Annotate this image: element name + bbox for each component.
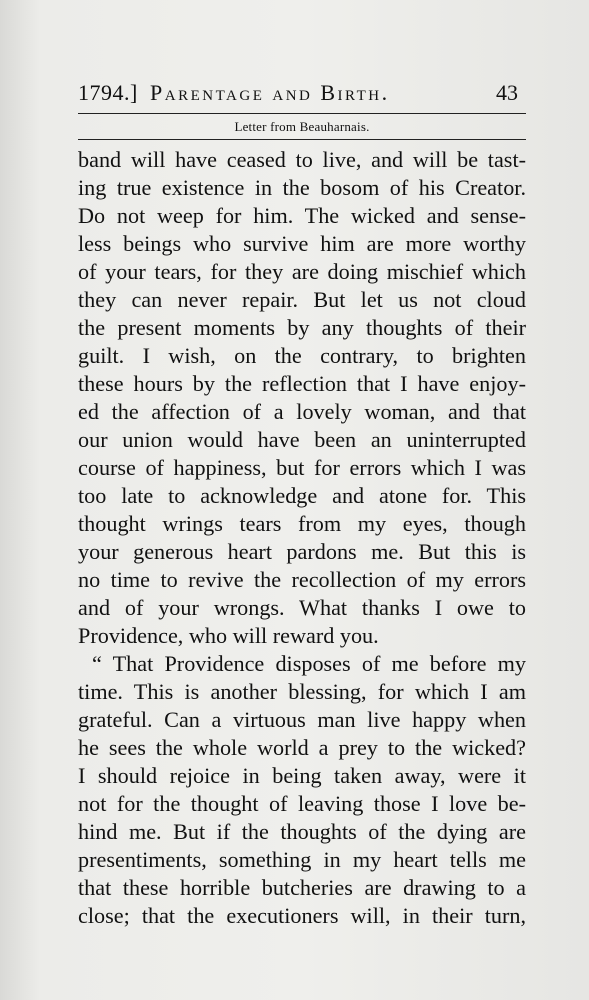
text-line: ed the affection of a lovely woman, and that (78, 399, 526, 424)
text-line: too late to acknowledge and atone for. This (78, 483, 526, 508)
page-number: 43 (496, 80, 518, 105)
text-line: course of happiness, but for errors which I was (78, 455, 526, 480)
text-line: our union would have been an uninterrupted (78, 427, 526, 452)
text-line: guilt. I wish, on the contrary, to brighten (78, 343, 526, 368)
text-line: Do not weep for him. The wicked and sense- (78, 203, 526, 228)
text-line: band will have ceased to live, and will be tast- (78, 147, 526, 172)
section-subheading: Letter from Beauharnais. (234, 119, 370, 134)
text-line: thought wrings tears from my eyes, though (78, 511, 526, 536)
text-line: these hours by the reflection that I have enjoy- (78, 371, 526, 396)
text-line: not for the thought of leaving those I love be- (78, 791, 526, 816)
text-line: ing true existence in the bosom of his Creator. (78, 175, 526, 200)
body-text (78, 146, 526, 930)
text-line: the present moments by any thoughts of their (78, 315, 526, 340)
text-line: time. This is another blessing, for which I am (78, 679, 526, 704)
header-rule-bottom (78, 139, 526, 140)
text-line: hind me. But if the thoughts of the dying are (78, 819, 526, 844)
text-line: less beings who survive him are more worthy (78, 231, 526, 256)
running-header (78, 80, 518, 110)
text-line: your generous heart pardons me. But this is (78, 539, 526, 564)
header-year: 1794.] (78, 80, 138, 105)
text-line: they can never repair. But let us not cloud (78, 287, 526, 312)
header-chapter-title: Parentage and Birth. (150, 80, 390, 105)
text-line: close; that the executioners will, in their turn, (78, 903, 526, 928)
header-rule-top (78, 113, 526, 114)
text-line: grateful. Can a virtuous man live happy when (78, 707, 526, 732)
text-line: presentiments, something in my heart tells me (78, 847, 526, 872)
text-line: he sees the whole world a prey to the wicked? (78, 735, 526, 760)
text-line: that these horrible butcheries are drawing to a (78, 875, 526, 900)
text-line: and of your wrongs. What thanks I owe to (78, 595, 526, 620)
text-line: Providence, who will reward you. (78, 623, 379, 648)
text-line: of your tears, for they are doing mischief which (78, 259, 526, 284)
text-line: “ That Providence disposes of me before my (92, 651, 526, 676)
text-line: I should rejoice in being taken away, were it (78, 763, 526, 788)
text-line: no time to revive the recollection of my errors (78, 567, 526, 592)
